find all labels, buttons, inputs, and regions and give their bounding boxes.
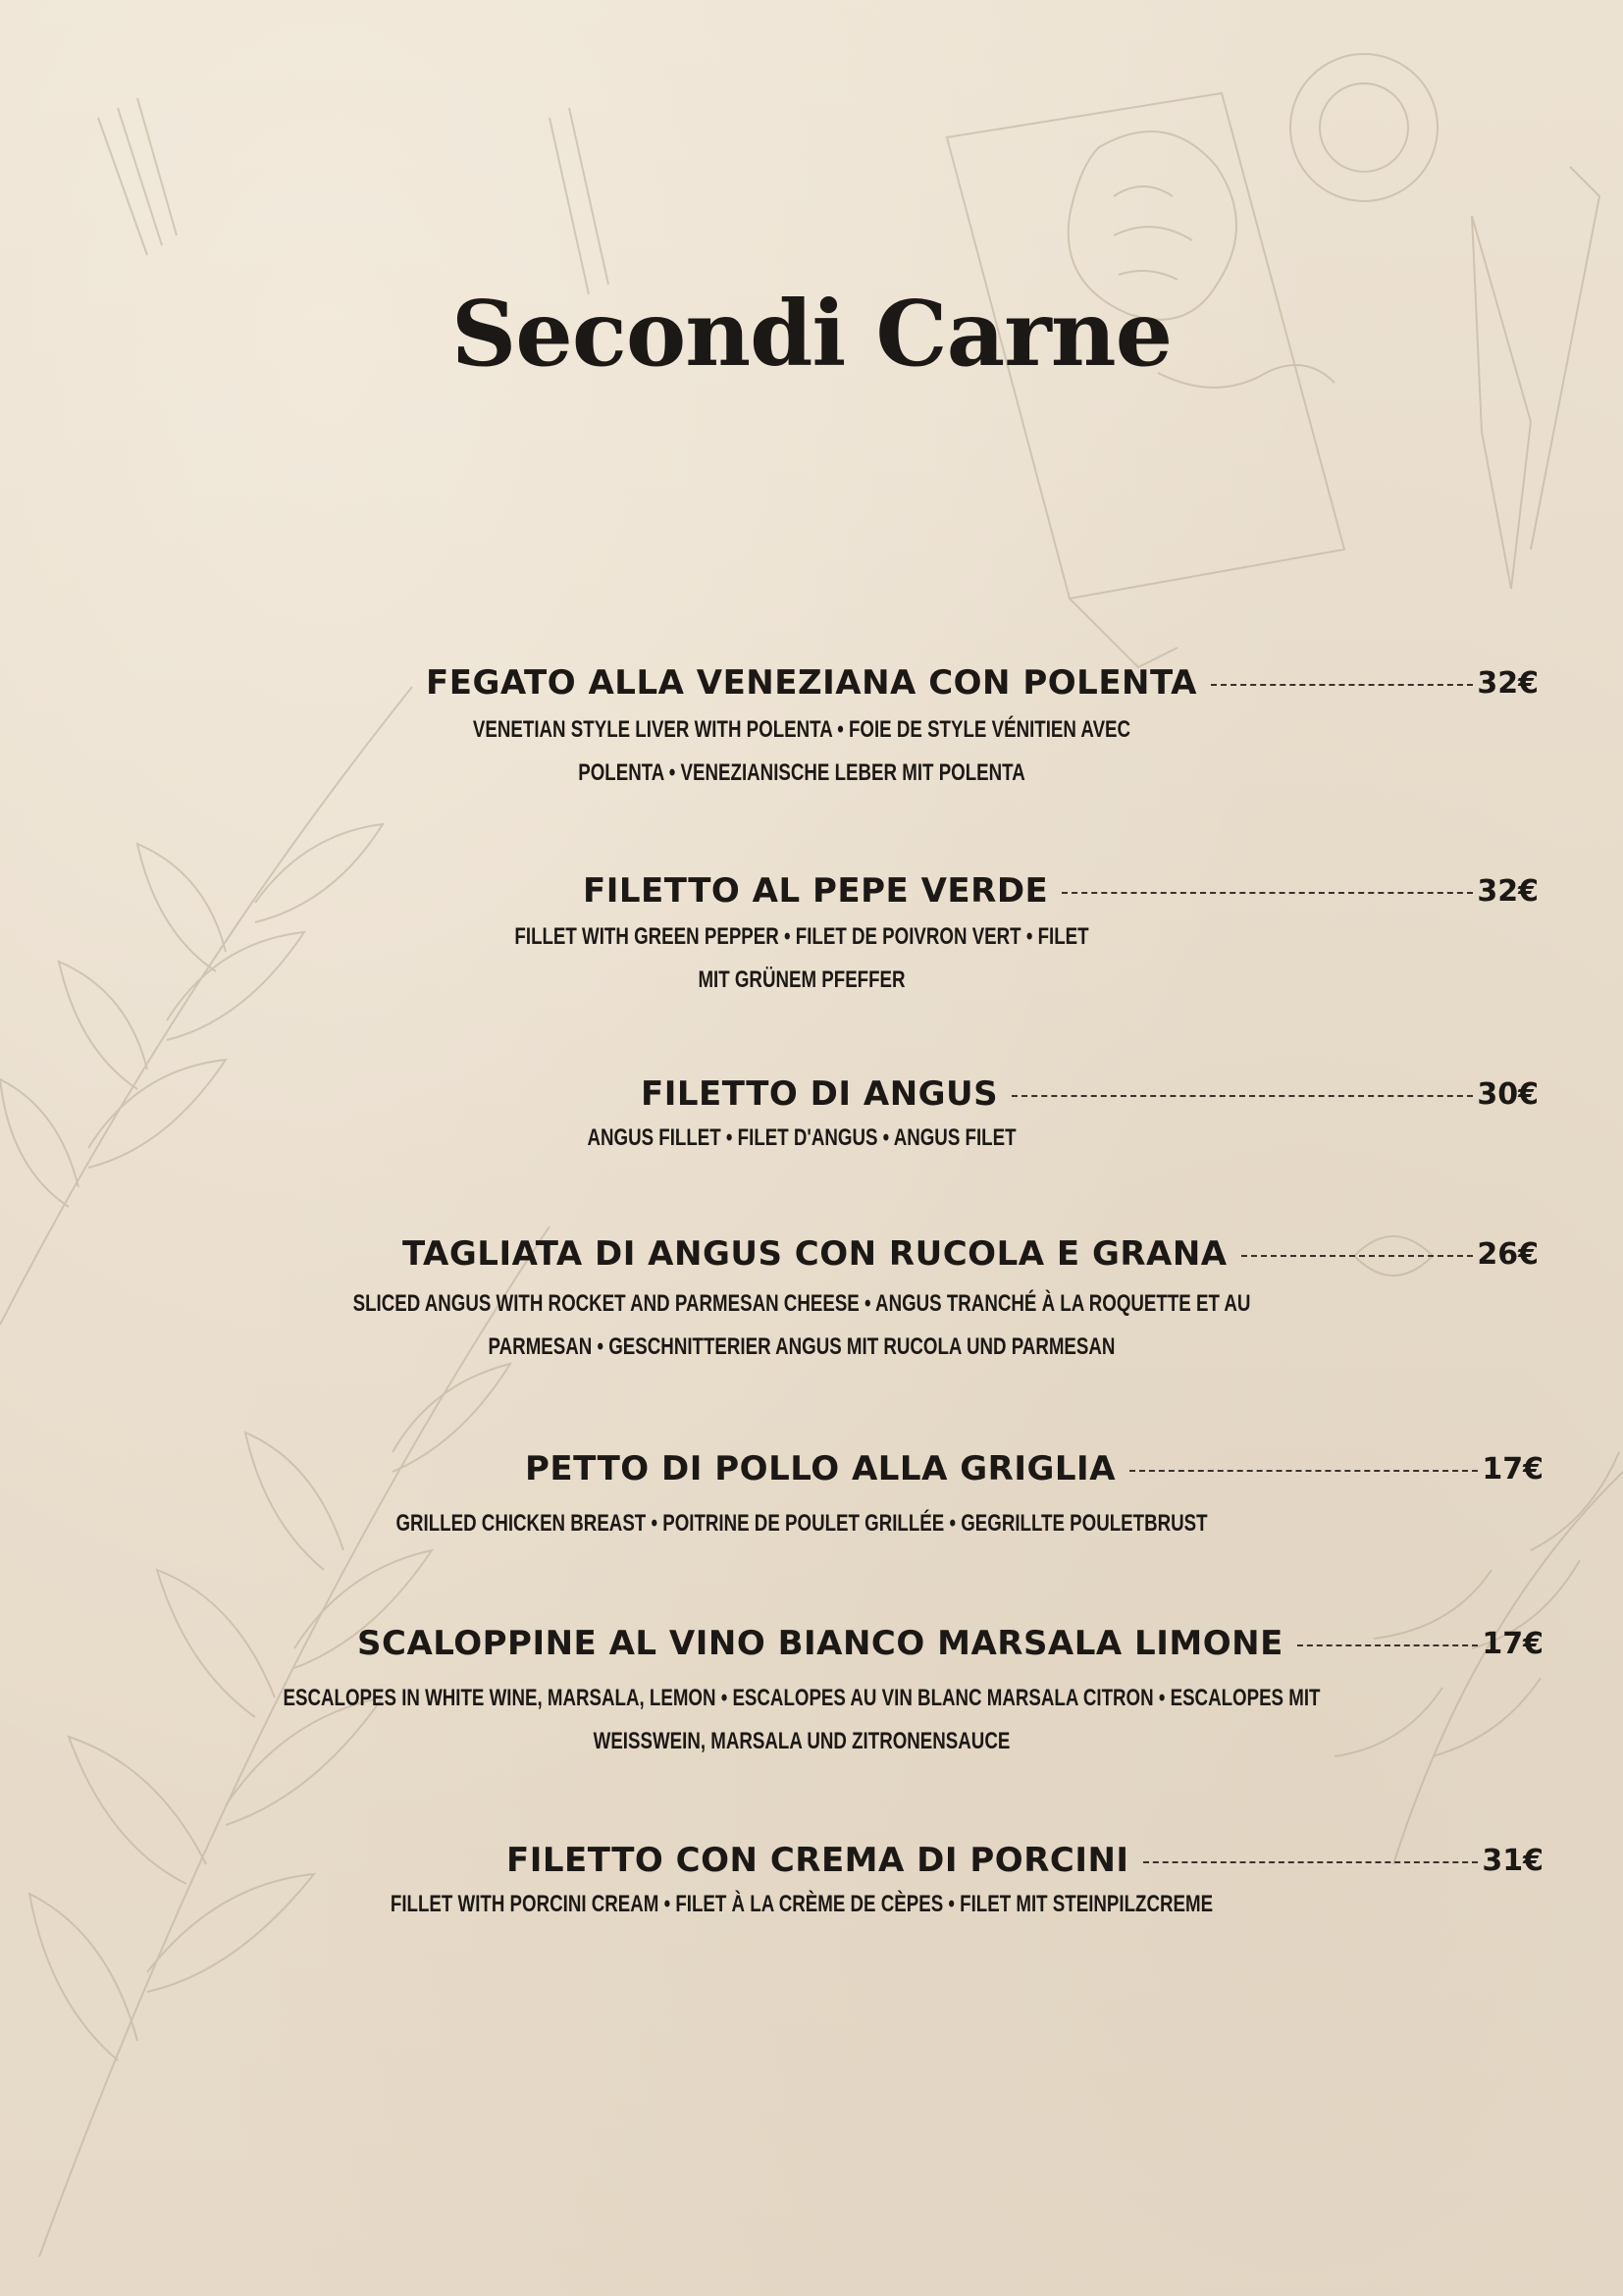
dotted-leader — [1143, 1861, 1479, 1863]
menu-item-name: FEGATO ALLA VENEZIANA CON POLENTA — [426, 663, 1197, 703]
menu-item-price: 17€ — [1482, 1626, 1544, 1661]
description-line: PARMESAN • GESCHNITTERIER ANGUS MIT RUCOLA UND PARMESAN — [488, 1333, 1116, 1360]
menu-item-name: TAGLIATA DI ANGUS CON RUCOLA E GRANA — [402, 1234, 1228, 1274]
menu-item-price: 31€ — [1482, 1843, 1544, 1878]
description-line: POLENTA • VENEZIANISCHE LEBER MIT POLENTA — [578, 759, 1025, 786]
menu-item-name: FILETTO AL PEPE VERDE — [583, 871, 1049, 911]
menu-item-header — [506, 1839, 1544, 1882]
menu-item-name: PETTO DI POLLO ALLA GRIGLIA — [525, 1449, 1117, 1488]
dotted-leader — [1241, 1255, 1474, 1257]
menu-item-header — [583, 869, 1539, 913]
description-line: SLICED ANGUS WITH ROCKET AND PARMESAN CHEESE • ANGUS TRANCHÉ À LA ROQUETTE ET AU — [352, 1290, 1251, 1317]
menu-item-price: 32€ — [1477, 665, 1539, 701]
description-line: ANGUS FILLET • FILET D'ANGUS • ANGUS FILET — [587, 1124, 1017, 1151]
description-line: VENETIAN STYLE LIVER WITH POLENTA • FOIE DE STYLE VÉNITIEN AVEC — [472, 716, 1131, 743]
menu-item-description — [169, 1883, 1435, 1926]
description-line: FILLET WITH GREEN PEPPER • FILET DE POIVRON VERT • FILET — [514, 923, 1089, 950]
menu-item-price: 17€ — [1482, 1451, 1544, 1487]
menu-item-price: 32€ — [1477, 873, 1539, 909]
menu-item-name: FILETTO CON CREMA DI PORCINI — [506, 1841, 1129, 1880]
description-line: FILLET WITH PORCINI CREAM • FILET À LA CRÈME DE CÈPES • FILET MIT STEINPILZCREME — [390, 1891, 1214, 1917]
menu-item-header — [641, 1072, 1539, 1116]
menu-item-description — [169, 1502, 1435, 1545]
menu-item-name: SCALOPPINE AL VINO BIANCO MARSALA LIMONE — [357, 1624, 1283, 1663]
menu-item-price: 30€ — [1477, 1076, 1539, 1112]
menu-item-name: FILETTO DI ANGUS — [641, 1074, 999, 1114]
dotted-leader — [1129, 1470, 1478, 1472]
menu-item-description — [169, 1677, 1435, 1763]
description-line: WEISSWEIN, MARSALA UND ZITRONENSAUCE — [593, 1728, 1011, 1754]
page-title: Secondi Carne — [450, 281, 1173, 387]
menu-item-description — [169, 915, 1435, 1002]
menu-item-description — [169, 708, 1435, 795]
menu-item-description — [169, 1117, 1435, 1160]
menu-item-header — [402, 1232, 1539, 1276]
dotted-leader — [1012, 1095, 1473, 1097]
menu-item-header — [426, 661, 1539, 704]
menu-item-header — [357, 1622, 1544, 1665]
menu-item-description — [169, 1282, 1435, 1369]
menu-item-price: 26€ — [1477, 1236, 1539, 1272]
description-line: MIT GRÜNEM PFEFFER — [698, 966, 906, 993]
description-line: ESCALOPES IN WHITE WINE, MARSALA, LEMON • ESCALOPES AU VIN BLANC MARSALA CITRON • ESCALOPES MIT — [283, 1685, 1321, 1711]
menu-item-header — [525, 1447, 1544, 1490]
dotted-leader — [1297, 1644, 1479, 1646]
dotted-leader — [1062, 892, 1473, 894]
description-line: GRILLED CHICKEN BREAST • POITRINE DE POULET GRILLÉE • GEGRILLTE POULETBRUST — [395, 1510, 1208, 1537]
dotted-leader — [1211, 684, 1473, 686]
